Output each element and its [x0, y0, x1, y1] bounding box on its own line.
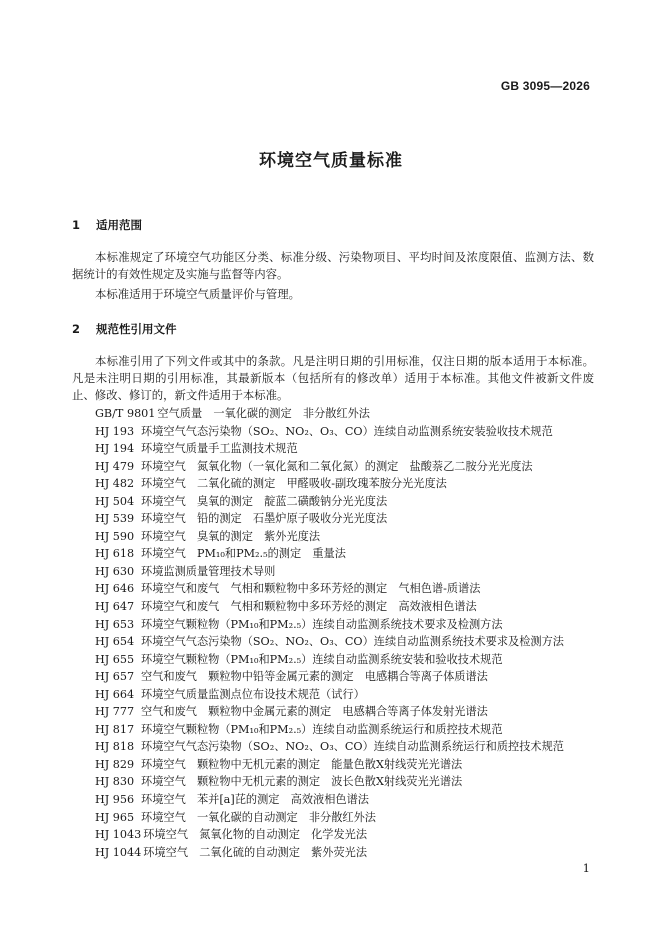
reference-title: 环境空气 铅的测定 石墨炉原子吸收分光光度法: [141, 512, 388, 526]
reference-title: 环境空气和废气 气相和颗粒物中多环芳烃的测定 气相色谱-质谱法: [141, 582, 481, 596]
reference-item: [95, 651, 564, 669]
page-number: 1: [582, 861, 590, 875]
reference-code: HJ 194: [95, 442, 135, 456]
reference-title: 环境空气颗粒物（PM₁₀和PM₂.₅）连续自动监测系统技术要求及检测方法: [141, 617, 503, 631]
reference-code: HJ 817: [95, 722, 135, 736]
reference-item: [95, 844, 564, 862]
reference-code: HJ 653: [95, 617, 135, 631]
reference-title: 环境空气气态污染物（SO₂、NO₂、O₃、CO）连续自动监测系统安装验收技术规范: [141, 424, 553, 438]
reference-item: [95, 475, 564, 493]
reference-title: 环境空气 氮氧化物的自动测定 化学发光法: [143, 828, 368, 842]
reference-title: 环境空气 二氧化硫的测定 甲醛吸收-副玫瑰苯胺分光光度法: [141, 477, 447, 491]
reference-item: [95, 528, 564, 546]
reference-item: [95, 440, 564, 458]
section-1-title: 适用范围: [96, 218, 142, 232]
standard-code: GB 3095—2026: [500, 79, 590, 93]
reference-title: 环境空气 一氧化碳的自动测定 非分散红外法: [141, 810, 376, 824]
reference-title: 环境空气气态污染物（SO₂、NO₂、O₃、CO）连续自动监测系统运行和质控技术规范: [141, 740, 564, 754]
section-2-number: 2: [72, 322, 81, 336]
reference-code: HJ 965: [95, 810, 135, 824]
reference-item: [95, 703, 564, 721]
reference-code: HJ 618: [95, 547, 135, 561]
reference-code: HJ 539: [95, 512, 135, 526]
section-1-paragraph-1: 本标准规定了环境空气功能区分类、标准分级、污染物项目、平均时间及浓度限值、监测方法、数据统计的有效性规定及实施与监督等内容。: [72, 250, 594, 281]
reference-item: [95, 756, 564, 774]
reference-code: GB/T 9801: [95, 407, 156, 420]
reference-code: HJ 956: [95, 793, 135, 807]
reference-code: HJ 777: [95, 705, 135, 719]
reference-code: HJ 646: [95, 582, 135, 596]
reference-code: HJ 830: [95, 775, 135, 789]
reference-title: 环境空气 PM₁₀和PM₂.₅的测定 重量法: [141, 547, 346, 561]
reference-item: [95, 510, 564, 528]
reference-code: HJ 654: [95, 635, 135, 649]
reference-code: HJ 664: [95, 687, 135, 701]
reference-code: HJ 818: [95, 740, 135, 754]
reference-item: [95, 738, 564, 756]
reference-title: 空气和废气 颗粒物中铅等金属元素的测定 电感耦合等离子体质谱法: [141, 670, 488, 684]
reference-item: [95, 458, 564, 476]
section-1-number: 1: [72, 218, 81, 232]
reference-item: [95, 686, 564, 704]
reference-code: HJ 1043: [95, 828, 142, 842]
reference-title: 环境空气 二氧化硫的自动测定 紫外荧光法: [143, 845, 368, 859]
reference-title: 环境空气质量手工监测技术规范: [141, 442, 298, 456]
reference-code: HJ 193: [95, 424, 135, 438]
section-1-paragraph-2: 本标准适用于环境空气质量评价与管理。: [95, 287, 301, 301]
reference-code: HJ 655: [95, 652, 135, 666]
reference-item: [95, 405, 564, 423]
reference-title: 环境空气 苯并[a]芘的测定 高效液相色谱法: [141, 793, 369, 807]
section-2-heading: [72, 321, 177, 337]
reference-item: [95, 493, 564, 511]
reference-title: 环境空气和废气 气相和颗粒物中多环芳烃的测定 高效液相色谱法: [141, 600, 477, 614]
reference-item: [95, 633, 564, 651]
reference-item: [95, 423, 564, 441]
reference-code: HJ 482: [95, 477, 135, 491]
reference-title: 环境空气 氮氧化物（一氧化氮和二氧化氮）的测定 盐酸萘乙二胺分光光度法: [141, 459, 533, 473]
reference-item: [95, 580, 564, 598]
reference-title: 环境空气 颗粒物中无机元素的测定 波长色散X射线荧光光谱法: [141, 775, 463, 789]
reference-title: 环境空气颗粒物（PM₁₀和PM₂.₅）连续自动监测系统运行和质控技术规范: [141, 722, 503, 736]
document-title: 环境空气质量标准: [259, 151, 403, 171]
reference-item: [95, 809, 564, 827]
reference-code: HJ 1044: [95, 845, 142, 859]
reference-item: [95, 791, 564, 809]
reference-title: 环境空气 臭氧的测定 紫外光度法: [141, 529, 321, 543]
reference-code: HJ 630: [95, 564, 135, 578]
reference-code: HJ 590: [95, 529, 135, 543]
reference-code: HJ 647: [95, 600, 135, 614]
reference-title: 环境空气 颗粒物中无机元素的测定 能量色散X射线荧光光谱法: [141, 757, 463, 771]
reference-title: 环境空气颗粒物（PM₁₀和PM₂.₅）连续自动监测系统安装和验收技术规范: [141, 652, 503, 666]
reference-item: [95, 826, 564, 844]
reference-title: 环境空气气态污染物（SO₂、NO₂、O₃、CO）连续自动监测系统技术要求及检测方法: [141, 635, 564, 649]
reference-code: HJ 829: [95, 757, 135, 771]
reference-title: 环境空气 臭氧的测定 靛蓝二磺酸钠分光光度法: [141, 494, 388, 508]
reference-item: [95, 545, 564, 563]
reference-item: [95, 616, 564, 634]
reference-title: 环境监测质量管理技术导则: [141, 564, 276, 578]
reference-item: [95, 668, 564, 686]
normative-references-list: [95, 405, 564, 861]
reference-code: HJ 479: [95, 459, 135, 473]
reference-item: [95, 721, 564, 739]
reference-item: [95, 773, 564, 791]
reference-item: [95, 563, 564, 581]
section-2-title: 规范性引用文件: [96, 322, 177, 336]
reference-code: HJ 504: [95, 494, 135, 508]
reference-item: [95, 598, 564, 616]
reference-title: 空气和废气 颗粒物中金属元素的测定 电感耦合等离子体发射光谱法: [141, 705, 488, 719]
section-2-paragraph-1: 本标准引用了下列文件或其中的条款。凡是注明日期的引用标准，仅注日期的版本适用于本标准。凡是未注明日期的引用标准，其最新版本（包括所有的修改单）适用于本标准。其他文件被新文件废止、修改、修订的，新文件适用于本标准。: [72, 354, 594, 402]
section-1-heading: [72, 217, 142, 233]
reference-title: 环境空气质量监测点位布设技术规范（试行）: [141, 687, 365, 701]
reference-code: HJ 657: [95, 670, 135, 684]
reference-title: 空气质量 一氧化碳的测定 非分散红外法: [157, 407, 370, 420]
